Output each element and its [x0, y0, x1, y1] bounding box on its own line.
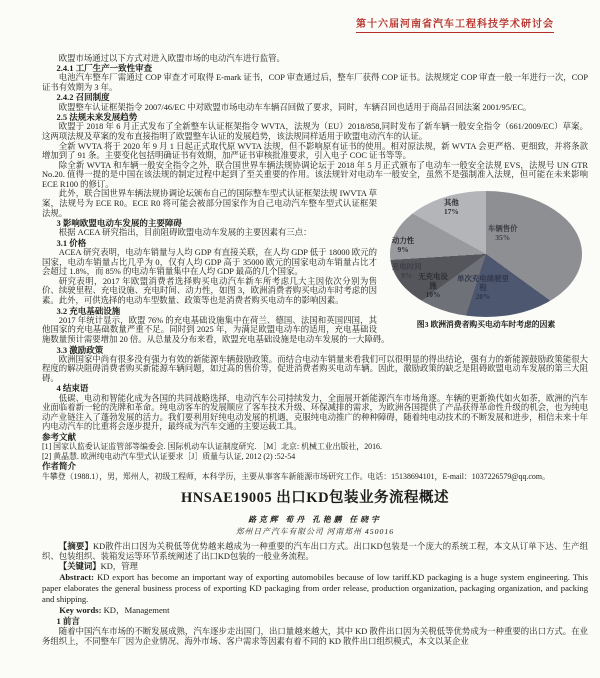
pie-label-charge-time: 充电时间 9%	[392, 262, 422, 281]
paragraph-policy: 欧洲国家中尚有很多没有强力有效的新能源车辆鼓励政策。而结合电动车销量来看我们可以很明显的得出结论，强有力的新能源鼓励政策能很大程度的解决阻碍消费者购买新能源车辆问题，如过高的售价等，促进消费者购买电动车辆。因此，激励政策的缺乏是阻碍欧盟电动车发展的第三大阻碍。	[42, 354, 588, 383]
abstract-en	[42, 572, 588, 605]
author-bio-text: 牛攀登（1988.1），男，郑州人，初级工程师，本科学历，主要从事客车新能源市场研究工作。电话：15138694101，E-mail：1037226579@qq.com。	[42, 471, 550, 481]
figure-3-caption: 图3 欧洲消费者购买电动车时考虑的因素	[416, 320, 556, 330]
section-heading-3-1: 3.1 价格	[56, 237, 87, 248]
paragraph-future-3: 除全新 WVTA 和车辆一般安全指令之外，联合国世界车辆法规协调论坛于 2018 年 5 月正式颁布了电动车一般安全法规 EVS，法规号 UN GTR No.20. 值得一提的是中国在该法规的制定过程中起到了至关重要的作用。该法规针对电动车一般安全，虽然不是强制准入法规，但可能在未来影响 ECE R100 的修订。	[42, 160, 588, 189]
keywords-zh	[42, 562, 588, 572]
keywords-en-label: Key words:	[59, 605, 102, 616]
abstract-en-text: KD export has become an important way of exporting automobiles because of low tariff.KD packaging is a huge system engineering. This paper elaborates the general business process of exporting KD packaging from order release, production organization, packaging organization, and packing and shipping.	[42, 572, 588, 605]
pie-label-power: 动力性 9%	[392, 236, 415, 255]
keywords-zh-label: 【关键词】	[58, 562, 101, 572]
keywords-zh-text: KD，管理	[100, 562, 138, 572]
paragraph-eu-supervision: 欧盟市场通过以下方式对进入欧盟市场的电动汽车进行监管。	[58, 53, 285, 63]
paragraph-acea: 根据 ACEA 研究指出，目前阻碍欧盟电动车发展的主要因素有三点：	[58, 228, 312, 238]
section-heading-3-3: 3.3 激励政策	[56, 344, 104, 355]
reference-2: [2] 黄晶慧. 欧洲纯电动汽车型式认证要求［J］质量与认证, 2012 (2) :52-54	[42, 451, 296, 461]
figure-3	[384, 191, 588, 329]
pie-label-range: 单次充电续驶里程 20%	[457, 274, 509, 302]
section-heading-4: 4 结束语	[56, 383, 89, 394]
abstract-zh-text: KD散件出口因为关税低等优势越来越成为一种重要的汽车出口方式。出口KD包装是一个庞大的系统工程，本文从订单下达、生产组织、包装组织、装箱发运等环节系统阐述了出口KD包装的一般业务流程。	[42, 542, 588, 562]
paragraph-iwvta: 此外，联合国世界车辆法规协调论坛颁布自己的国际整车型式认证框架法规 IWVTA 草案，法规号为 ECE R0。ECE R0 将可能会被部分国家作为自己电动汽车整车型式认证框架法规。	[42, 189, 377, 218]
section-heading-2-5: 2.5 法规未来发展趋势	[56, 112, 138, 123]
references-heading: 参考文献	[42, 431, 77, 442]
section-heading-2-4-2: 2.4.2 召回制度	[56, 92, 110, 103]
section-heading-3: 3 影响欧盟电动车发展的主要障碍	[56, 218, 182, 229]
section-heading-intro: 1 前言	[56, 616, 80, 627]
paragraph-intro: 随着中国汽车市场的不断发展成熟，汽车逐步走出国门，出口量越来越大，其中 KD 散件出口因为关税低等优势成为一种重要的出口方式。在业务组织上，不同整车厂因为企业情况、海外市场、客户需求等因素有着不同的 KD 散件出口组织模式，本文以某企业	[42, 627, 588, 647]
article2-header-block	[42, 490, 588, 647]
abstract-zh-label: 【摘要】	[58, 542, 94, 552]
keywords-en-text: KD，Management	[101, 605, 170, 616]
abstract-zh	[42, 542, 588, 562]
reference-1: [1] 国家认监委认证监管部等编委会. 国际机动车认证制度研究. ［M］北京: 机械工业出版社，2016.	[42, 442, 382, 452]
section-heading-2-4-1: 2.4.1 工厂生产一致性审查	[56, 63, 153, 74]
abstract-en-label: Abstract:	[59, 572, 95, 583]
paragraph-recall: 欧盟整车认证框架指令 2007/46/EC 中对欧盟市场电动车车辆召回做了要求，同时，车辆召回也适用于商品召回法案 2001/95/EC。	[58, 102, 532, 112]
article1-body	[42, 54, 588, 482]
paragraph-future-1: 欧盟于 2018 年 6 月正式发布了全新整车认证框架指令 WVTA，法规为（EU）2018/858,同时发布了新车辆一般安全指令（661/2009/EC）草案。这两项法规及草案的发布直接指明了欧盟整车认证的发展趋势，该法规同样适用于欧盟电动汽车的认证。	[42, 122, 588, 141]
paragraph-cop: 电池汽车整车厂需通过 COP 审查才可取得 E-mark 证书，COP 审查通过后，整车厂获得 COP 证书。法规规定 COP 审查一般一年进行一次，COP 证书有效期为 3 年。	[42, 73, 588, 92]
author-bio-heading: 作者简介	[42, 461, 77, 472]
keywords-en	[42, 605, 588, 616]
pie-label-other: 其他 17%	[444, 198, 459, 217]
pie-label-vehicle-price: 车辆售价 35%	[488, 224, 518, 243]
pie-chart	[390, 191, 582, 317]
paragraph-future-2: 全新 WVTA 将于 2020 年 9 月 1 日起正式取代原 WVTA 法规，但不影响原有证书的使用。相对原法规，新 WVTA 会更严格、更细致，并将条款增加到了 91 条。主要变化包括明确证书有效期，加严证书审核批准要求，引入电子 COC 证书等等。	[42, 141, 588, 161]
conference-title: 第十六届河南省汽车工程科技学术研讨会	[356, 15, 554, 33]
authors-line: 路克辉 荀丹 孔艳鹏 任晓宇	[248, 514, 382, 524]
pie-label-no-charging: 无充电设施 10%	[418, 272, 448, 300]
section-heading-3-2: 3.2 充电基础设施	[56, 305, 121, 316]
paragraph-price-2: 研究表明，2017 年欧盟消费者选择购买电动汽车新车所考虑几大主因依次分别为售价、续驶里程、充电设施、充电时间、动力性，如图 3，欧洲消费者购买电动车时考虑的因素。此外，可供选择的电动车型数量、政策等也是消费者购买电动车的影响因素。	[42, 276, 377, 305]
paper-title: HNSAE19005 出口KD包装业务流程概述	[180, 490, 450, 507]
paragraph-conclusion: 低碳、电动和智能化成为各国的共同战略选择，电动汽车公司持续发力，全面展开新能源汽车市场角逐。车辆的更新换代如火如荼，欧洲的汽车业面临着新一轮的洗牌和革命。纯电动客车的发展顺应了客车技术升级、环保减排的需求，为欧洲各国提供了产品获得革命性升级的机会，也为纯电动产业链注入了蓬勃发展的活力。我们要利用好纯电动发展的机遇，克服纯电动推广的种种障碍，随着纯电动技术的不断发展和进步，相信未来十年内电动汽车的比重将会逐步提升，最终成为汽车交通的主要运载工具。	[42, 393, 588, 432]
affiliation-line: 郑州日产汽车有限公司 河南郑州 450016	[235, 526, 395, 536]
conference-header	[42, 14, 588, 33]
paragraph-price-1: ACEA 研究表明，电动车销量与人均 GDP 有直接关联，在人均 GDP 低于 18000 欧元的国家，电动车销量占比几乎为 0，仅有人均 GDP 高于 35000 欧元的国家电动车销量占比才会超过 1.8%，而 85% 的电动车销量集中在人均 GDP 最高的几个国家。	[42, 248, 377, 277]
paragraph-charging: 2017 年统计显示，欧盟 76% 的充电基础设施集中在荷兰、德国、法国和英国四国，其他国家的充电基础数量严重不足。同时到 2025 年，为满足欧盟电动车的适用，充电基础设施数量预计需要增加 20 倍。从总量及分布来看，欧盟充电基础设施是电动车发展的一大障碍。	[42, 315, 390, 344]
